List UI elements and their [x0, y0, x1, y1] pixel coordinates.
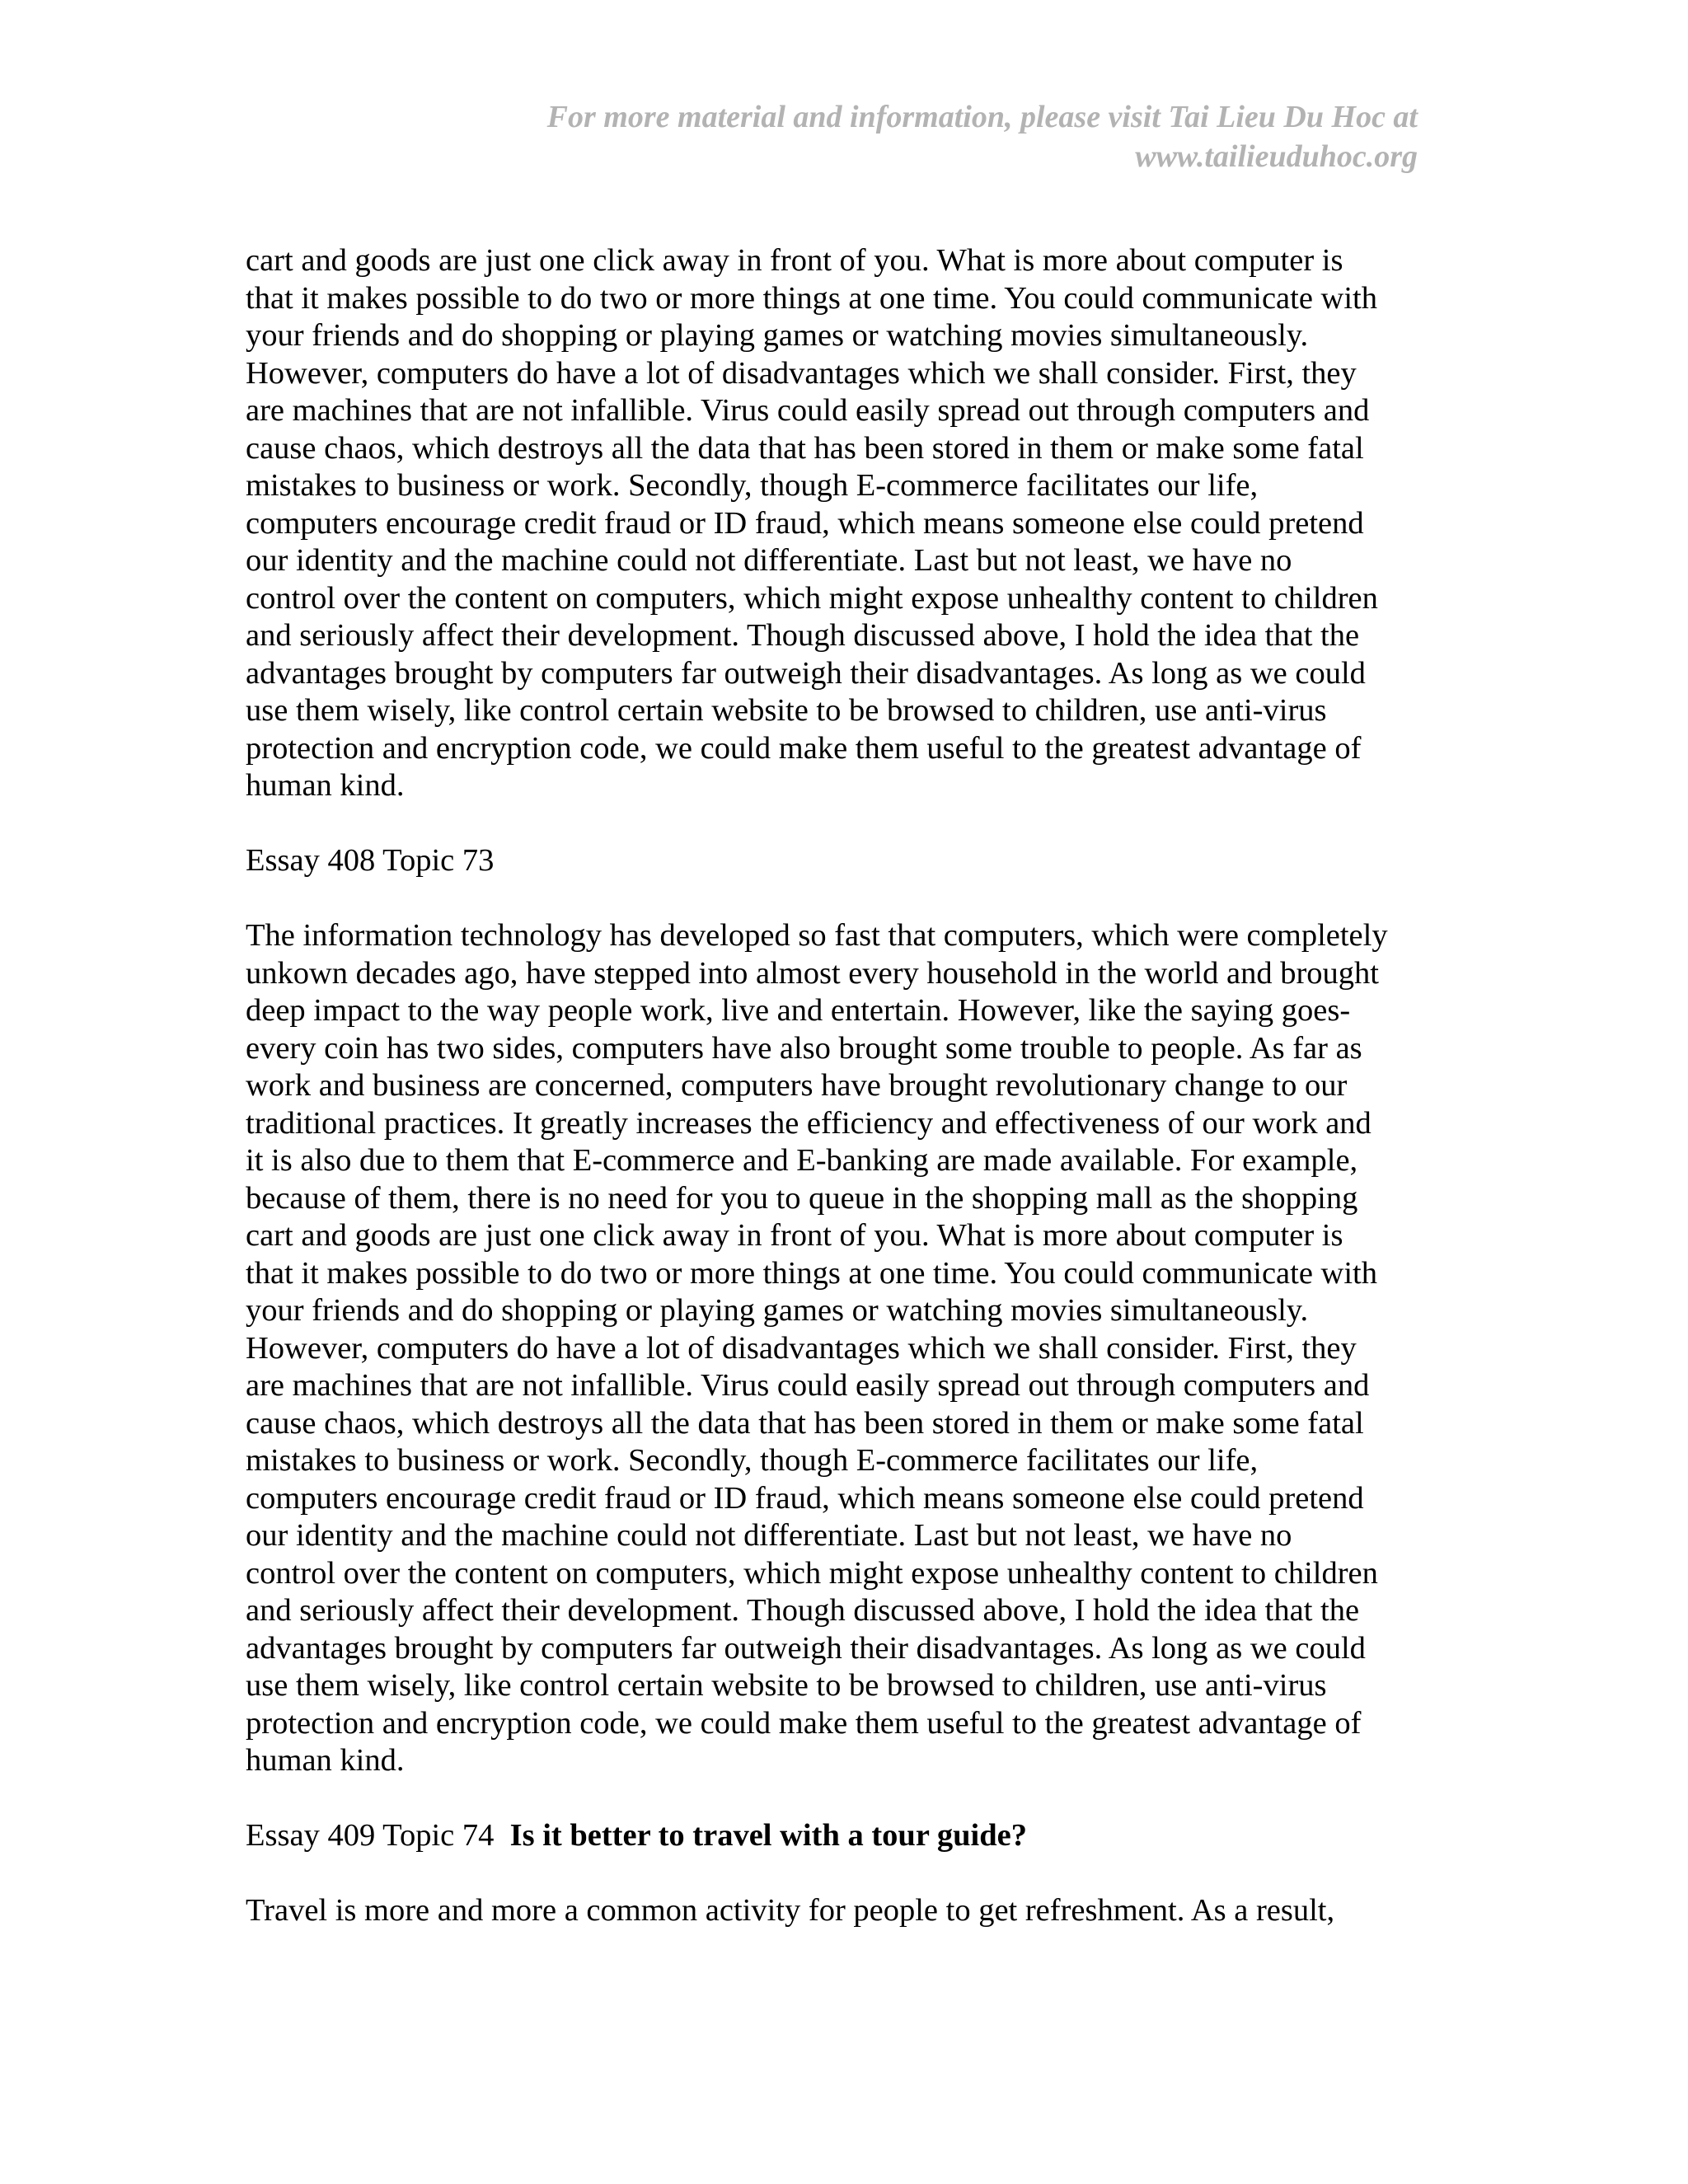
header-line-2: www.tailieuduhoc.org [1135, 139, 1418, 174]
text-line: use them wisely, like control certain website to be browsed to children, use anti-virus [246, 1668, 1327, 1703]
text-line: human kind. [246, 1743, 405, 1778]
text-line: protection and encryption code, we could make them useful to the greatest advantage of [246, 1705, 1362, 1741]
text-line: that it makes possible to do two or more things at one time. You could communicate with [246, 1255, 1377, 1291]
text-line: your friends and do shopping or playing games or watching movies simultaneously. [246, 318, 1309, 353]
text-line: and seriously affect their development. Though discussed above, I hold the idea that the [246, 1593, 1360, 1628]
text-line: control over the content on computers, which might expose unhealthy content to children [246, 580, 1378, 616]
text-line: cause chaos, which destroys all the data that has been stored in them or make some fatal [246, 1405, 1364, 1441]
text-line: The information technology has developed so fast that computers, which were completely [246, 918, 1388, 953]
text-line: advantages brought by computers far outweigh their disadvantages. As long as we could [246, 655, 1366, 691]
text-line: use them wisely, like control certain website to be browsed to children, use anti-virus [246, 693, 1327, 728]
header-line-1: For more material and information, please visit Tai Lieu Du Hoc at [546, 100, 1418, 134]
text-line: cart and goods are just one click away in front of you. What is more about computer is [246, 1218, 1343, 1253]
text-line: unkown decades ago, have stepped into almost every household in the world and brought [246, 955, 1379, 991]
text-line: your friends and do shopping or playing games or watching movies simultaneously. [246, 1293, 1309, 1328]
text-line: mistakes to business or work. Secondly, though E-commerce facilitates our life, [246, 1443, 1259, 1478]
text-line: cause chaos, which destroys all the data that has been stored in them or make some fatal [246, 430, 1364, 466]
text-line: are machines that are not infallible. Virus could easily spread out through computers and [246, 393, 1370, 428]
text-line: protection and encryption code, we could make them useful to the greatest advantage of [246, 730, 1362, 766]
text-line: are machines that are not infallible. Virus could easily spread out through computers and [246, 1368, 1370, 1403]
text-line: advantages brought by computers far outweigh their disadvantages. As long as we could [246, 1630, 1366, 1666]
continued-paragraph [246, 242, 1424, 805]
text-line: because of them, there is no need for you to queue in the shopping mall as the shopping [246, 1180, 1358, 1216]
text-line: However, computers do have a lot of disadvantages which we shall consider. First, they [246, 355, 1357, 391]
document-body [246, 242, 1424, 1930]
text-line: deep impact to the way people work, live and entertain. However, like the saying goes- [246, 993, 1351, 1028]
text-line: and seriously affect their development. Though discussed above, I hold the idea that the [246, 618, 1360, 653]
paragraph-gap [246, 1855, 1424, 1893]
text-line: cart and goods are just one click away in front of you. What is more about computer is [246, 243, 1343, 278]
essay-408-heading: Essay 408 Topic 73 [246, 843, 495, 878]
text-line: that it makes possible to do two or more things at one time. You could communicate with [246, 280, 1377, 316]
text-line: mistakes to business or work. Secondly, though E-commerce facilitates our life, [246, 468, 1259, 503]
text-line: computers encourage credit fraud or ID fraud, which means someone else could pretend [246, 1480, 1364, 1516]
paragraph-gap [246, 1780, 1424, 1818]
page-header [181, 97, 1418, 176]
text-line: it is also due to them that E-commerce and E-banking are made available. For example, [246, 1143, 1358, 1178]
text-line: Travel is more and more a common activity for people to get refreshment. As a result, [246, 1893, 1335, 1928]
paragraph-gap [246, 805, 1424, 843]
text-line: our identity and the machine could not differentiate. Last but not least, we have no [246, 543, 1292, 578]
essay-409-paragraph [246, 1892, 1424, 1930]
essay-409-label: Essay 409 Topic 74 [246, 1818, 495, 1853]
paragraph-gap [246, 880, 1424, 918]
text-line: However, computers do have a lot of disadvantages which we shall consider. First, they [246, 1330, 1357, 1366]
text-line: computers encourage credit fraud or ID fraud, which means someone else could pretend [246, 505, 1364, 541]
text-line: human kind. [246, 768, 405, 803]
essay-409-heading [246, 1817, 1424, 1855]
text-line: every coin has two sides, computers have also brought some trouble to people. As far as [246, 1030, 1362, 1066]
essay-408-paragraph [246, 917, 1424, 1780]
essay-409-title: Is it better to travel with a tour guide? [509, 1818, 1027, 1853]
text-line: control over the content on computers, which might expose unhealthy content to children [246, 1555, 1378, 1591]
text-line: traditional practices. It greatly increases the efficiency and effectiveness of our work and [246, 1105, 1372, 1141]
text-line: work and business are concerned, computers have brought revolutionary change to our [246, 1068, 1348, 1103]
text-line: our identity and the machine could not differentiate. Last but not least, we have no [246, 1518, 1292, 1553]
